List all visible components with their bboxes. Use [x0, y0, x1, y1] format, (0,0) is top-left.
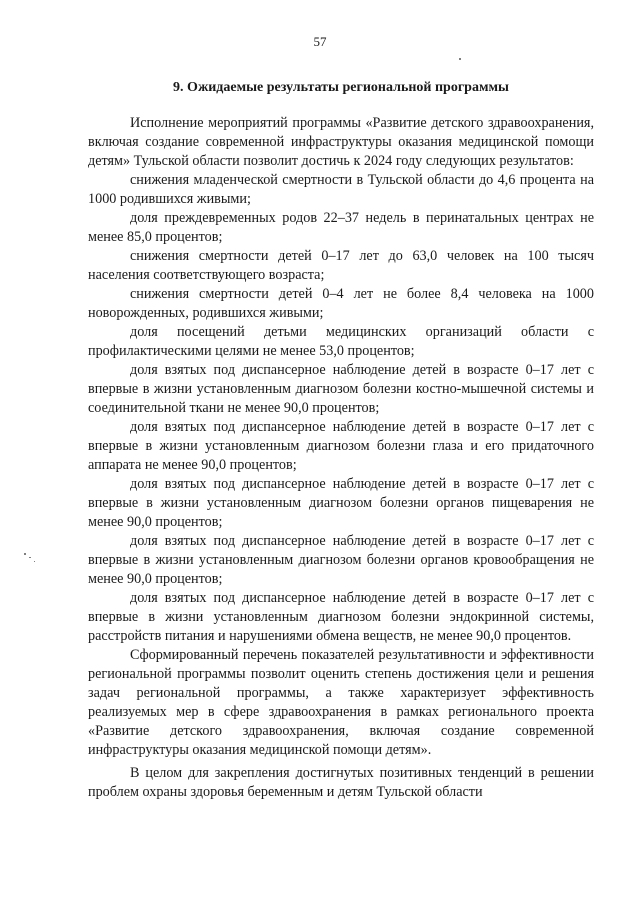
result-item: доля взятых под диспансерное наблюдение детей в возрасте 0–17 лет с впервые в жизни установленным диагнозом болезни органов кровообращения не менее 90,0 процентов;	[88, 533, 594, 587]
scan-speck	[459, 58, 461, 60]
scan-speck	[29, 557, 31, 558]
body-text	[88, 114, 594, 802]
result-item: доля взятых под диспансерное наблюдение детей в возрасте 0–17 лет с впервые в жизни установленным диагнозом болезни глаза и его придаточного аппарата не менее 90,0 процентов;	[88, 419, 594, 473]
scan-speck	[24, 553, 26, 555]
result-item: доля взятых под диспансерное наблюдение детей в возрасте 0–17 лет с впервые в жизни установленным диагнозом болезни эндокринной системы, расстройств питания и нарушениями обмена веществ, не менее 90,0 процентов.	[88, 590, 594, 644]
result-item: снижения младенческой смертности в Тульской области до 4,6 процента на 1000 родившихся живыми;	[88, 172, 594, 207]
result-item: снижения смертности детей 0–4 лет не более 8,4 человека на 1000 новорожденных, родившихся живыми;	[88, 286, 594, 321]
result-item: доля преждевременных родов 22–37 недель в перинатальных центрах не менее 85,0 процентов;	[88, 210, 594, 245]
intro-paragraph: Исполнение мероприятий программы «Развитие детского здравоохранения, включая создание современной инфраструктуры оказания медицинской помощи детям» Тульской области позволит достичь к 2024 году следующих результатов:	[88, 115, 594, 169]
result-item: доля взятых под диспансерное наблюдение детей в возрасте 0–17 лет с впервые в жизни установленным диагнозом болезни органов пищеварения не менее 90,0 процентов;	[88, 476, 594, 530]
section-heading: 9. Ожидаемые результаты региональной программы	[173, 80, 509, 95]
result-item: доля посещений детьми медицинских организаций области с профилактическими целями не менее 53,0 процентов;	[88, 324, 594, 359]
closing-paragraph: В целом для закрепления достигнутых позитивных тенденций в решении проблем охраны здоровья беременным и детям Тульской области	[88, 765, 594, 800]
result-item: снижения смертности детей 0–17 лет до 63,0 человек на 100 тысяч населения соответствующего возраста;	[88, 248, 594, 283]
scan-speck	[34, 561, 35, 562]
page-number: 57	[313, 34, 327, 49]
summary-paragraph: Сформированный перечень показателей результативности и эффективности региональной программы позволит оценить степень достижения цели и решения задач региональной программы, а также характеризует эффективность реализуемых мер в сфере здравоохранения в рамках регионального проекта «Развитие детского здравоохранения, включая создание современной инфраструктуры оказания медицинской помощи детям».	[88, 647, 594, 758]
result-item: доля взятых под диспансерное наблюдение детей в возрасте 0–17 лет с впервые в жизни установленным диагнозом болезни костно-мышечной системы и соединительной ткани не менее 90,0 процентов;	[88, 362, 594, 416]
